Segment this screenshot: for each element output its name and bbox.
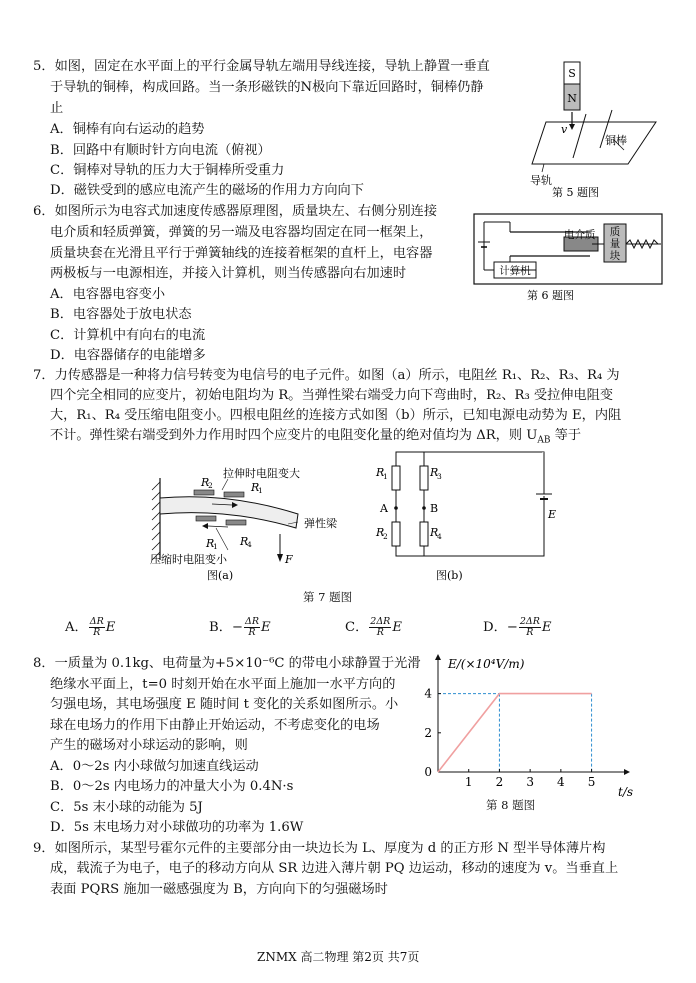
x-tick-label: 1 [464,775,473,789]
emf-label: E [548,508,557,521]
y-axis-arrow [435,654,441,660]
q6-figure [472,212,672,304]
q6-stem-line3: 质量块套在光滑且平行于弹簧轴线的连接着框架的直杆上，电容器 [50,246,433,261]
chart-ylabel: E/(×10⁴V/m) [448,657,525,671]
q8-option-c: C．5s 末小球的动能为 5J [50,800,203,815]
fig-a-r2: R [201,476,210,489]
rail-label: 导轨 [530,174,552,187]
chart-xlabel: t/s [618,785,634,799]
q8-option-d: D．5s 末电场力对小球做功的功率为 1.6W [50,820,304,835]
fig-b-r2: R [376,526,385,539]
page-footer: ZNMX 高二物理 第2页 共7页 [257,950,420,964]
mass-label-2: 量 [609,238,621,250]
q7-option-a: A． $\frac{\Delta R}{R}$ E [65,616,116,638]
q8-stem-line5: 产生的磁场对小球运动的影响，则 [50,738,248,753]
stretch-label: 拉伸时电阻变大 [223,467,300,480]
q6-stem-line1: 6．如图所示为电容式加速度传感器原理图，质量块左、右侧分别连接 [33,204,438,219]
q8-stem-line2: 绝缘水平面上，t=0 时刻开始在水平面上施加一水平方向的 [50,677,396,692]
y-tick-label: 4 [424,686,432,701]
fig-a-r1-bottom: R [206,537,215,550]
q6-stem-line2: 电介质和轻质弹簧，弹簧的另一端及电容器均固定在同一框架上， [50,225,433,240]
mass-label-3: 块 [609,250,621,262]
q5-option-a: A．铜棒有向右运动的趋势 [50,122,205,137]
q9-stem-line3: 表面 PQRS 施加一磁感强度为 B，方向向下的匀强磁场时 [50,882,388,897]
svg-text:1: 1 [383,472,388,481]
q5-option-b: B．回路中有顺时针方向电流（俯视） [50,143,271,158]
q9-stem-line2: 成，载流子为电子，电子的移动方向从 SR 边进入薄片朝 PQ 边运动，移动的速度为 v。当垂直上 [50,861,619,876]
q5-figure [528,58,658,198]
q6-caption: 第 6 题图 [527,289,574,302]
fig-b-r1: R [376,466,385,479]
q8-caption: 第 8 题图 [486,798,536,812]
q8-stem-line1: 8．一质量为 0.1kg、电荷量为+5×10⁻⁶C 的带电小球静置于光滑 [33,656,421,671]
q7-option-d: D．− $\frac{2\Delta R}{R}$ E [483,616,552,638]
q7-option-b: B．− $\frac{\Delta R}{R}$ E [209,616,271,638]
q6-option-d: D．电容器储存的电能增多 [50,348,206,363]
magnet-n-label: N [567,92,577,105]
mass-label-1: 质 [609,226,621,238]
fig-a-label: 图(a) [207,569,234,582]
node-b: B [430,502,439,515]
svg-text:4: 4 [247,540,252,549]
beam-label: 弹性梁 [304,517,337,530]
x-tick-label: 4 [557,775,565,789]
q8-option-a: A．0～2s 内小球做匀加速直线运动 [50,759,259,774]
svg-text:2: 2 [383,532,388,541]
fig-b-label: 图(b) [436,569,463,582]
svg-text:2: 2 [208,481,213,490]
q6-option-c: C．计算机中有向右的电流 [50,328,206,343]
series-line [438,694,592,772]
q7-figure-b [374,448,564,586]
svg-text:1: 1 [213,542,218,551]
q7-stem-line2: 四个完全相同的应变片，初始电阻均为 R。当弹性梁右端受力向下弯曲时，R₂、R₃ 受拉伸电阻变 [50,388,614,403]
q5-option-d: D．磁铁受到的感应电流产生的磁场的作用力方向向下 [50,183,364,198]
svg-text:4: 4 [437,532,442,541]
copper-rod [573,114,586,158]
fig-b-r3: R [430,466,439,479]
fig-b-r4: R [430,526,439,539]
force-label: F [285,553,293,566]
q7-caption: 第 7 题图 [303,590,353,604]
q7-figure-a [148,448,337,586]
x-tick-label: 3 [526,775,534,789]
q8-stem-line3: 匀强电场，其电场强度 E 随时间 t 变化的关系如图所示。小 [50,697,399,712]
q7-stem-line1: 7．力传感器是一种将力信号转变为电信号的电子元件。如图（a）所示，电阻丝 R₁、R₂、R₃、R₄ 为 [33,368,620,383]
y-tick-label: 2 [424,725,432,740]
velocity-label: v [561,123,568,136]
q8-chart [420,652,645,810]
computer-label: 计算机 [499,265,531,277]
q7-options [65,616,665,642]
q6-option-a: A．电容器电容变小 [50,287,166,302]
dielectric-label: 电介质 [564,229,596,241]
q8-stem-line4: 球在电场力的作用下由静止开始运动，不考虑变化的电场 [50,718,380,733]
q5-stem-line3: 止 [50,101,64,116]
rail-plane [532,122,656,164]
q6-stem-line4: 两极板与一电源相连，并接入计算机，则当传感器向右加速时 [50,266,407,281]
q8-option-b: B．0～2s 内电场力的冲量大小为 0.4N·s [50,779,294,794]
q6-option-b: B．电容器处于放电状态 [50,307,192,322]
fig-a-r1-top: R [251,481,260,494]
fig-a-r4: R [240,535,249,548]
magnet-s-label: S [568,67,576,80]
q5-option-c: C．铜棒对导轨的压力大于铜棒所受重力 [50,163,285,178]
q7-option-c: C． $\frac{2\Delta R}{R}$ E [345,616,402,638]
q9-stem-line1: 9．如图所示，某型号霍尔元件的主要部分由一块边长为 L、厚度为 d 的正方形 N 型半导体薄片构 [33,841,606,856]
q5-caption: 第 5 题图 [552,186,599,199]
x-axis-arrow [624,769,630,775]
x-tick-label: 5 [587,775,596,789]
compress-label: 压缩时电阻变小 [150,553,227,566]
q5-stem-line2: 于导轨的铜棒，构成回路。当一条形磁铁的N极向下靠近回路时，铜棒仍静 [50,80,484,95]
node-a: A [380,502,388,515]
q5-stem-line1: 5．如图，固定在水平面上的平行金属导轨左端用导线连接，导轨上静置一垂直 [33,59,490,74]
rod-label: 铜棒 [605,134,627,147]
q7-stem-line4: 不计。弹性梁右端受到外力作用时四个应变片的电阻变化量的绝对值均为 ΔR，则 $U_{AB}$ 等于 [50,428,582,446]
y-tick-label: 0 [424,765,432,779]
q7-stem-line3: 大，R₁、R₄ 受压缩电阻变小。四根电阻丝的连接方式如图（b）所示，已知电源电动势为 E，内阻 [50,408,622,423]
x-tick-label: 2 [495,775,504,789]
svg-text:1: 1 [258,486,263,495]
svg-text:3: 3 [437,472,442,481]
